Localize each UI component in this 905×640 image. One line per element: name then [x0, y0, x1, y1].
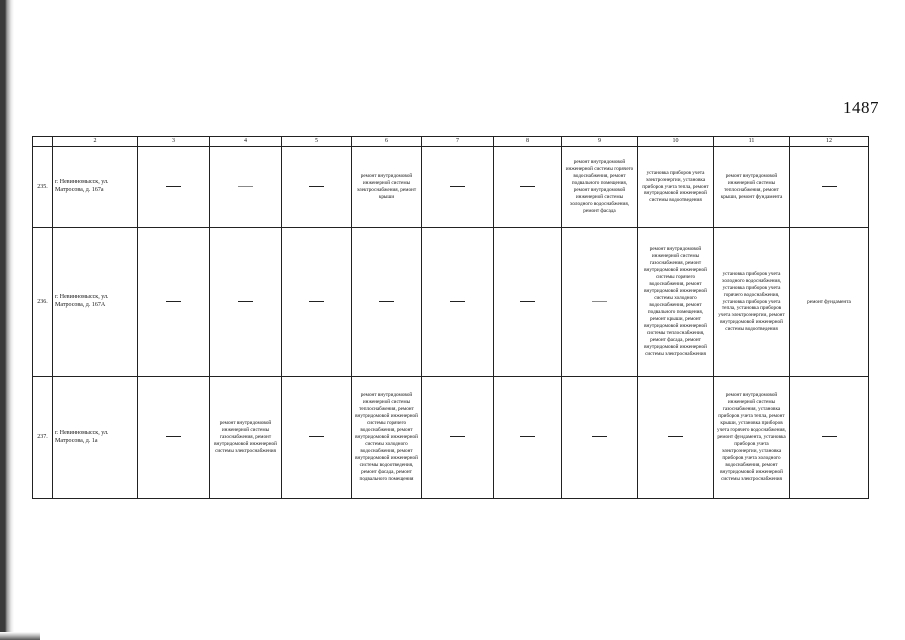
- header-cell: 5: [282, 137, 352, 147]
- cell-col11: ремонт внутридомовой инженерной системы теплоснабжения, ремонт крыши, ремонт фундамента: [714, 147, 790, 228]
- cell-col5: [282, 228, 352, 377]
- empty-dash: [309, 301, 324, 302]
- cell-col8: [494, 147, 562, 228]
- cell-col11: ремонт внутридомовой инженерной системы газоснабжения, установка приборов учета тепла, ремонт крыши, установка приборов учета горячего водоснабжения, ремонт фундамента, установка приборов учета электроэнергии, установка приборов учета холодного водоснабжения, ремонт внутридомовой инженерной системы электроснабжения: [714, 377, 790, 499]
- empty-dash: [592, 436, 607, 437]
- cell-col12: ремонт фундамента: [790, 228, 869, 377]
- header-cell: 8: [494, 137, 562, 147]
- cell-col3: [138, 147, 210, 228]
- empty-dash: [166, 186, 181, 187]
- header-cell: 11: [714, 137, 790, 147]
- cell-col6: ремонт внутридомовой инженерной системы электроснабжения, ремонт крыши: [352, 147, 422, 228]
- empty-dash: [592, 301, 607, 302]
- header-cell: 2: [53, 137, 138, 147]
- cell-col8: [494, 228, 562, 377]
- cell-col10: [638, 377, 714, 499]
- table-row: [33, 147, 869, 228]
- header-cell: 7: [422, 137, 494, 147]
- cell-col10: ремонт внутридомовой инженерной системы газоснабжения, ремонт внутридомовой инженерной системы горячего водоснабжения, ремонт внутридомовой инженерной системы холодного водоснабжения, ремонт подвального помещения, ремонт крыши, ремонт внутридомовой инженерной системы теплоснабжения, ремонт фасада, ремонт внутридомовой инженерной системы электроснабжения: [638, 228, 714, 377]
- scan-shadow-corner: [0, 632, 40, 640]
- cell-col12: [790, 147, 869, 228]
- repair-schedule-table: [32, 136, 869, 499]
- scan-shadow-edge: [0, 0, 14, 640]
- row-number: 236.: [33, 228, 53, 377]
- header-cell: 12: [790, 137, 869, 147]
- row-number: 235.: [33, 147, 53, 228]
- header-cell: [33, 137, 53, 147]
- page-number: 1487: [843, 98, 879, 117]
- cell-col7: [422, 147, 494, 228]
- cell-col5: [282, 147, 352, 228]
- cell-col4: ремонт внутридомовой инженерной системы газоснабжения, ремонт внутридомовой инженерной системы электроснабжения: [210, 377, 282, 499]
- header-cell: 4: [210, 137, 282, 147]
- cell-col10: установка приборов учета электроэнергии, установка приборов учета тепла, ремонт внутридомовой инженерной системы водоотведения: [638, 147, 714, 228]
- header-row: [33, 137, 869, 147]
- empty-dash: [520, 301, 535, 302]
- header-cell: 9: [562, 137, 638, 147]
- row-address: г. Невинномысск, ул. Матросова, д. 167а: [53, 147, 138, 228]
- header-cell: 10: [638, 137, 714, 147]
- empty-dash: [309, 186, 324, 187]
- header-cell: 3: [138, 137, 210, 147]
- empty-dash: [520, 186, 535, 187]
- cell-col5: [282, 377, 352, 499]
- header-cell: 6: [352, 137, 422, 147]
- row-address: г. Невинномысск, ул. Матросова, д. 167А: [53, 228, 138, 377]
- cell-col9: ремонт внутридомовой инженерной системы горячего водоснабжения, ремонт подвального помещения, ремонт внутридомовой инженерной системы холодного водоснабжения, ремонт фасада: [562, 147, 638, 228]
- cell-col9: [562, 228, 638, 377]
- empty-dash: [309, 436, 324, 437]
- row-address: г. Невинномысск, ул. Матросова, д. 1а: [53, 377, 138, 499]
- cell-col11: установка приборов учета холодного водоснабжения, установка приборов учета горячего водоснабжения, установка приборов учета тепла, установка приборов учета электроэнергии, ремонт внутридомовой инженерной системы водоотведения: [714, 228, 790, 377]
- cell-col6: [352, 228, 422, 377]
- empty-dash: [166, 301, 181, 302]
- empty-dash: [238, 186, 253, 187]
- cell-col12: [790, 377, 869, 499]
- cell-col9: [562, 377, 638, 499]
- cell-col4: [210, 228, 282, 377]
- cell-col7: [422, 377, 494, 499]
- empty-dash: [450, 301, 465, 302]
- empty-dash: [238, 301, 253, 302]
- table-row: [33, 228, 869, 377]
- empty-dash: [822, 186, 837, 187]
- table-row: [33, 377, 869, 499]
- cell-col6: ремонт внутридомовой инженерной системы теплоснабжения, ремонт внутридомовой инженерной системы горячего водоснабжения, ремонт внутридомовой инженерной системы холодного водоснабжения, ремонт внутридомовой инженерной системы водоотведения, ремонт фасада, ремонт подвального помещения: [352, 377, 422, 499]
- empty-dash: [450, 436, 465, 437]
- empty-dash: [450, 186, 465, 187]
- cell-col3: [138, 377, 210, 499]
- cell-col4: [210, 147, 282, 228]
- empty-dash: [520, 436, 535, 437]
- empty-dash: [379, 301, 394, 302]
- cell-col8: [494, 377, 562, 499]
- cell-col7: [422, 228, 494, 377]
- row-number: 237.: [33, 377, 53, 499]
- cell-col3: [138, 228, 210, 377]
- empty-dash: [822, 436, 837, 437]
- empty-dash: [166, 436, 181, 437]
- empty-dash: [668, 436, 683, 437]
